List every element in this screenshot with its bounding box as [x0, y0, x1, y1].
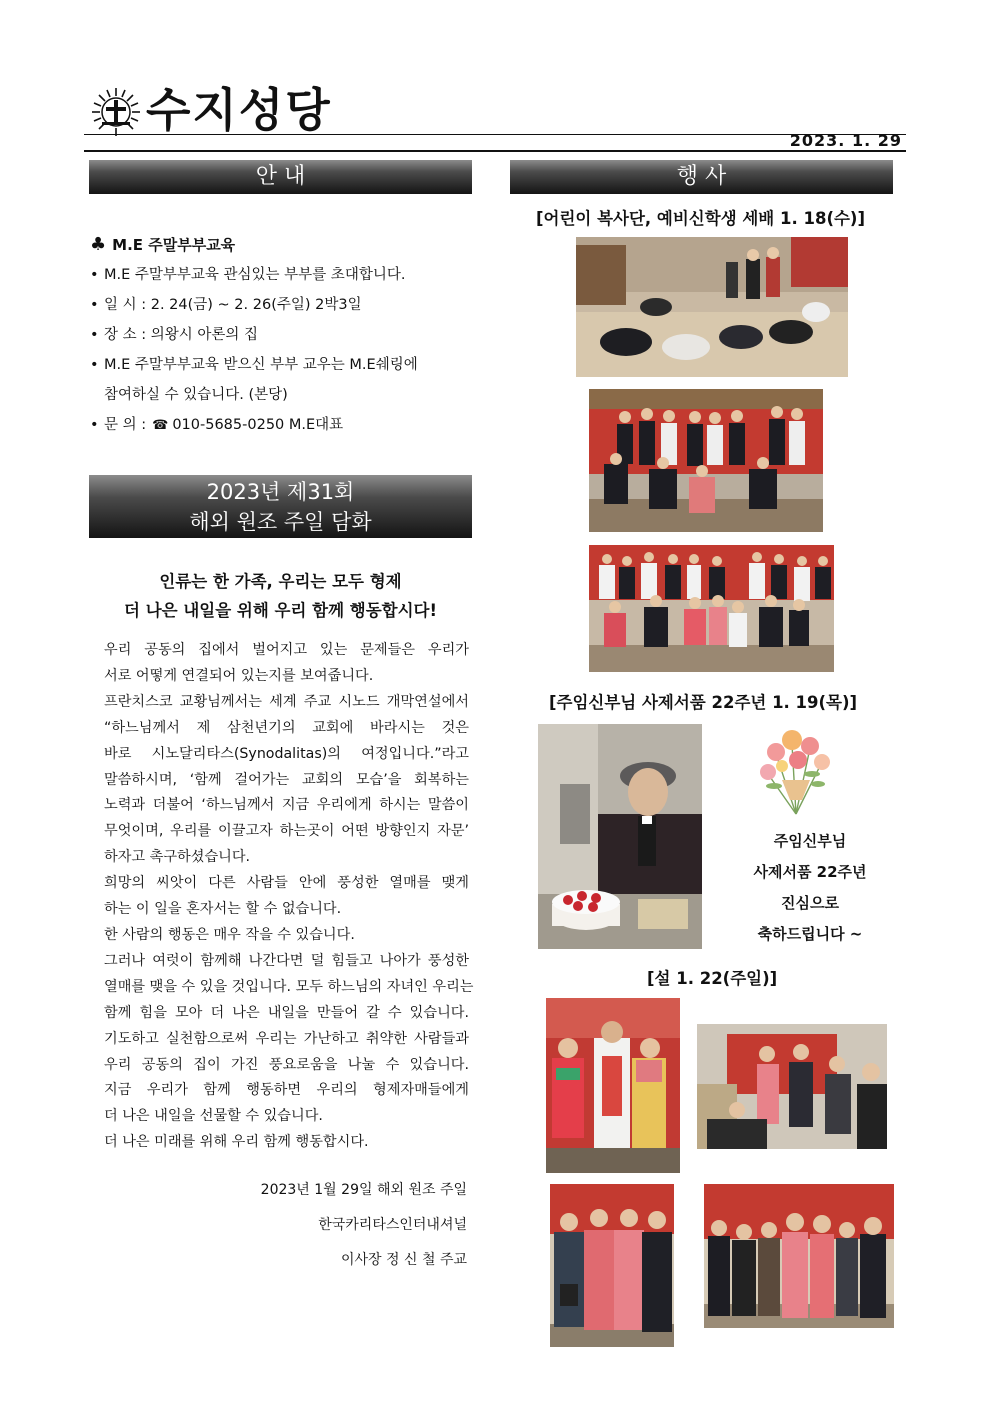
event-caption-new-year-greeting: [어린이 복사단, 예비신학생 세배 1. 18(수)]: [536, 209, 866, 228]
photo-family-with-priest: [550, 1184, 674, 1347]
flower-bouquet-icon: [752, 718, 840, 818]
body-line: 지금 우리가 함께 행동하면 우리의 형제자매들에게: [104, 1082, 469, 1099]
body-line: 더 나은 미래를 위해 우리 함께 행동합시다.: [104, 1134, 369, 1151]
photo-hanbok-children: [546, 998, 680, 1173]
photo-new-year-greeting: [697, 1024, 887, 1149]
header-rule: [84, 134, 906, 135]
body-line: 프란치스코 교황님께서는 세계 주교 시노드 개막연설에서: [104, 693, 469, 710]
issue-date: 2023. 1. 29: [789, 131, 902, 150]
photo-group-with-priest: [589, 389, 823, 532]
message-body: [104, 638, 474, 1156]
body-line: 하자고 촉구하셨습니다.: [104, 849, 251, 866]
signoff-org: 한국카리타스인터내셔널: [318, 1217, 467, 1233]
notice-contact: • 문 의 : ☎ 010-5685-0250 M.E대표: [90, 410, 480, 441]
event-caption-ordination-anniversary: [주임신부님 사제서품 22주년 1. 19(목)]: [549, 693, 858, 712]
message-bar-line2: 해외 원조 주일 담화: [189, 510, 372, 534]
club-icon: ♣: [90, 234, 107, 255]
body-line: 더 나은 내일을 선물할 수 있습니다.: [104, 1108, 323, 1125]
body-line: 노력과 더불어 ‘하느님께서 지금 우리에게 하시는 말씀이: [104, 797, 469, 814]
event-caption-lunar-new-year: [설 1. 22(주일)]: [647, 969, 778, 988]
photo-priest-cutting-cake: [538, 724, 702, 949]
events-section-bar: 행 사: [510, 160, 893, 194]
body-line: 열매를 맺을 수 있을 것입니다. 모두 하느님의 자녀인 우리는: [104, 978, 474, 995]
photo-group-in-hanbok: [704, 1184, 894, 1328]
headline-line1: 인류는 한 가족, 우리는 모두 형제: [159, 572, 402, 591]
date-rule: [84, 150, 906, 152]
congrats-line: 주임신부님: [773, 832, 847, 850]
body-line: 무엇이며, 우리를 이끌고자 하는곳이 어떤 방향인지 자문’: [104, 823, 469, 840]
parish-title: 수지성당: [146, 83, 332, 137]
message-bar-line1: 2023년 제31회: [206, 480, 355, 504]
notice-item: • 장 소 : 의왕시 아론의 집: [90, 320, 480, 350]
notice-block: [90, 230, 480, 441]
signoff-date: 2023년 1월 29일 해외 원조 주일: [260, 1182, 467, 1198]
notice-item: • 일 시 : 2. 24(금) ~ 2. 26(주일) 2박3일: [90, 290, 480, 320]
body-line: 기도하고 실천함으로써 우리는 가난하고 취약한 사람들과: [104, 1030, 469, 1047]
parish-emblem-icon: [90, 86, 142, 138]
body-line: 서로 어떻게 연결되어 있는지를 보여줍니다.: [104, 667, 374, 684]
notice-item-continued: 참여하실 수 있습니다. (본당): [104, 387, 288, 403]
body-line: “하느님께서 제 삼천년기의 교회에 바라시는 것은: [104, 719, 469, 736]
message-headline: [89, 567, 472, 625]
notice-item: • M.E 주말부부교육 받으신 부부 교우는 M.E쉐링에: [90, 350, 480, 380]
body-line: 희망의 씨앗이 다른 사람들 안에 풍성한 열매를 맺게: [104, 875, 469, 892]
congratulations-message: [726, 826, 894, 950]
message-signoff: [261, 1173, 467, 1278]
congrats-line: 사제서품 22주년: [753, 863, 867, 881]
phone-icon: ☎: [152, 418, 169, 433]
signoff-signer: 이사장 정 신 철 주교: [341, 1252, 467, 1268]
photo-children-bowing: [576, 237, 848, 377]
congrats-line: 진심으로: [781, 894, 839, 912]
notice-section-bar: 안 내: [89, 160, 472, 194]
body-line: 한 사람의 행동은 매우 작을 수 있습니다.: [104, 926, 355, 943]
notice-heading: ♣ M.E 주말부부교육: [90, 234, 236, 255]
body-line: 우리 공동의 집에서 벌어지고 있는 문제들은 우리가: [104, 642, 469, 658]
body-line: 그러나 여럿이 함께해 나간다면 덜 힘들고 나아가 풍성한: [104, 952, 469, 969]
body-line: 말씀하시며, ‘함께 걸어가는 교회의 모습’을 회복하는: [104, 771, 469, 788]
body-line: 바로 시노달리타스(Synodalitas)의 여정입니다.”라고: [104, 745, 469, 762]
congrats-line: 축하드립니다 ~: [757, 925, 863, 943]
photo-large-group: [589, 545, 834, 672]
body-line: 하는 이 일을 혼자서는 할 수 없습니다.: [104, 901, 342, 918]
headline-line2: 더 나은 내일을 위해 우리 함께 행동합시다!: [124, 601, 437, 620]
message-section-bar: [89, 475, 472, 538]
notice-item: • M.E 주말부부교육 관심있는 부부를 초대합니다.: [90, 260, 480, 290]
body-line: 우리 공동의 집이 가진 풍요로움을 나눌 수 있습니다.: [104, 1056, 469, 1073]
body-line: 함께 힘을 모아 더 나은 내일을 만들어 갈 수 있습니다.: [104, 1004, 469, 1021]
